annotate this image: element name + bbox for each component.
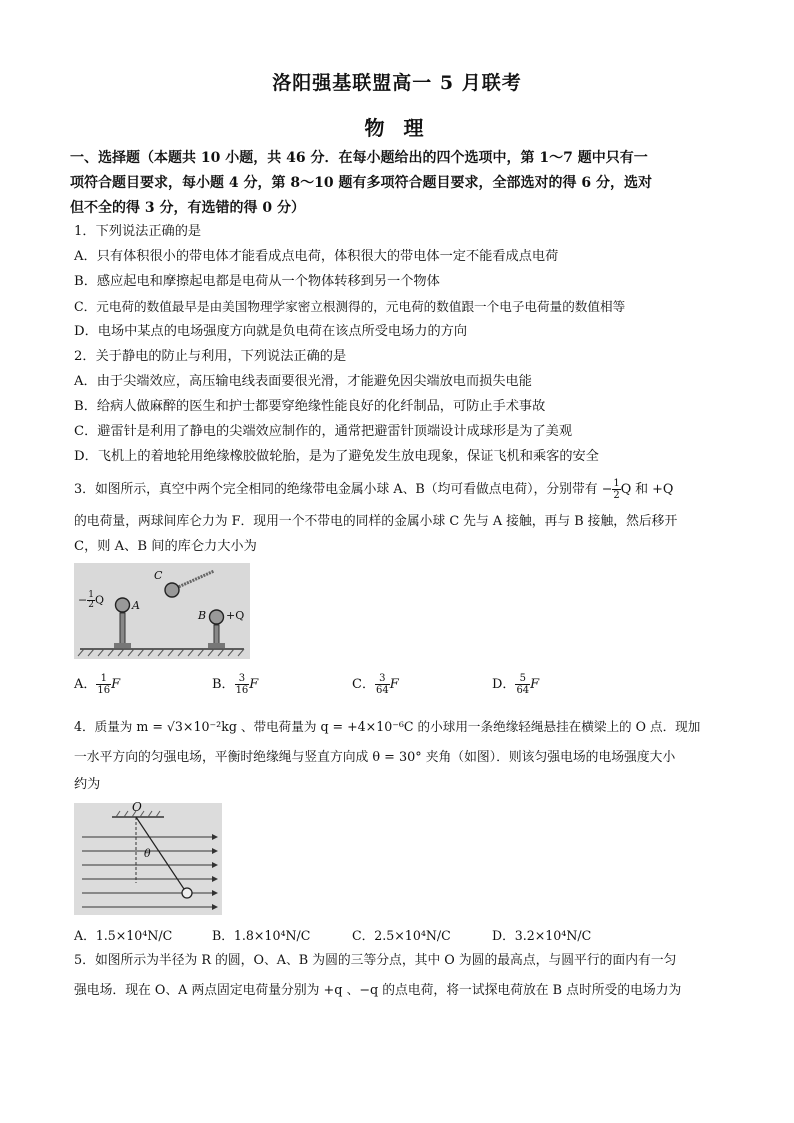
option-unit: F — [249, 677, 259, 692]
q3-stem-text: 3．如图所示，真空中两个完全相同的绝缘带电金属小球 A、B（均可看做点电荷），分别带有 − — [74, 482, 613, 497]
option-fraction — [96, 673, 111, 696]
fraction-denominator: 16 — [235, 685, 249, 696]
q4-stem-line-3: 约为 — [74, 777, 101, 792]
q3-option-a — [74, 673, 120, 696]
q4-option-c: C．2.5×10⁴N/C — [352, 928, 451, 943]
label-theta: θ — [144, 847, 151, 860]
fraction-numerator: 3 — [375, 673, 390, 685]
option-letter: B． — [212, 677, 235, 692]
q2-stem: 2．关于静电的防止与利用，下列说法正确的是 — [74, 349, 347, 364]
q1-option-a: A．只有体积很小的带电体才能看成点电荷，体积很大的带电体一定不能看成点电荷 — [74, 249, 559, 264]
option-fraction — [375, 673, 390, 696]
q3-option-d — [492, 673, 539, 696]
q2-option-c: C．避雷针是利用了静电的尖端效应制作的，通常把避雷针顶端设计成球形是为了美观 — [74, 424, 573, 439]
option-letter: D． — [492, 677, 516, 692]
q2-option-d: D．飞机上的着地轮用绝缘橡胶做轮胎，是为了避免发生放电现象，保证飞机和乘客的安全 — [74, 449, 599, 464]
fraction-numerator: 1 — [96, 673, 111, 685]
exam-title: 洛阳强基联盟高一 5 月联考 — [272, 72, 522, 94]
option-unit: F — [530, 677, 540, 692]
q1-option-d: D．电场中某点的电场强度方向就是负电荷在该点所受电场力的方向 — [74, 324, 468, 339]
q2-option-b: B．给病人做麻醉的医生和护士都要穿绝缘性能良好的化纤制品，可防止手术事故 — [74, 399, 546, 414]
label-qa-sign: − — [78, 593, 88, 607]
q5-stem-line-2: 强电场．现在 O、A 两点固定电荷量分别为 +q 、−q 的点电荷，将一试探电荷放在 B 点时所受的电场力为 — [74, 983, 682, 998]
option-letter: C． — [352, 677, 375, 692]
fraction-denominator: 64 — [516, 685, 530, 696]
label-a: A — [132, 599, 140, 612]
q1-stem: 1．下列说法正确的是 — [74, 224, 202, 239]
label-b: B — [198, 609, 207, 622]
q3-stem-line-2: 的电荷量，两球间库仑力为 F．现用一个不带电的同样的金属小球 C 先与 A 接触，再与 B 接触，然后移开 — [74, 514, 678, 529]
fraction-denominator: 2 — [88, 600, 94, 610]
q1-option-c: C．元电荷的数值最早是由美国物理学家密立根测得的，元电荷的数值跟一个电子电荷量的数值相等 — [74, 299, 626, 314]
option-unit: F — [389, 677, 399, 692]
label-o: O — [132, 800, 142, 814]
q4-option-b: B．1.8×10⁴N/C — [212, 928, 311, 943]
label-qa-fraction — [87, 591, 95, 610]
option-letter: A． — [74, 677, 97, 692]
q3-option-b — [212, 673, 258, 696]
q3-stem-text-end: Q 和 +Q — [620, 482, 674, 497]
section-instructions-line-3: 但不全的得 3 分，有选错的得 0 分） — [70, 200, 305, 216]
q3-stem-line-1 — [74, 478, 734, 501]
q1-option-b: B．感应起电和摩擦起电都是电荷从一个物体转移到另一个物体 — [74, 274, 440, 289]
option-fraction — [235, 673, 250, 696]
q3-option-c — [352, 673, 399, 696]
section-instructions-line-2: 项符合题目要求，每小题 4 分，第 8～10 题有多项符合题目要求，全部选对的得 6 分，选对 — [70, 175, 652, 191]
q4-stem-line-2: 一水平方向的匀强电场，平衡时绝缘绳与竖直方向成 θ = 30° 夹角（如图）．则该匀强电场的电场强度大小 — [74, 750, 676, 765]
label-c: C — [154, 569, 163, 582]
q4-option-d: D．3.2×10⁴N/C — [492, 928, 592, 943]
label-qa — [78, 591, 104, 610]
label-qa-q: Q — [94, 593, 104, 607]
subject-title: 物 理 — [364, 116, 430, 140]
q2-option-a: A．由于尖端效应，高压输电线表面要很光滑，才能避免因尖端放电而损失电能 — [74, 374, 532, 389]
section-instructions-line-1: 一、选择题（本题共 10 小题，共 46 分．在每小题给出的四个选项中，第 1～7 题中只有一 — [70, 150, 648, 166]
q5-stem-line-1: 5．如图所示为半径为 R 的圆，O、A、B 为圆的三等分点，其中 O 为圆的最高点，与圆平行的面内有一匀 — [74, 953, 677, 968]
label-qb: +Q — [226, 609, 245, 622]
q4-option-a: A．1.5×10⁴N/C — [74, 928, 173, 943]
q4-figure — [74, 800, 222, 915]
q3-charge-fraction — [612, 478, 620, 501]
q3-figure — [74, 563, 250, 659]
fraction-denominator: 16 — [97, 685, 111, 696]
fraction-denominator: 64 — [375, 685, 389, 696]
fraction-denominator: 2 — [613, 490, 620, 501]
q4-stem-line-1: 4．质量为 m = √3×10⁻²kg 、带电荷量为 q = +4×10⁻⁶C 的小球用一条绝缘轻绳悬挂在横梁上的 O 点．现加 — [74, 719, 701, 734]
fraction-numerator: 1 — [613, 478, 620, 489]
q3-stem-line-3: C，则 A、B 间的库仑力大小为 — [74, 539, 257, 554]
fraction-numerator: 1 — [88, 590, 94, 600]
fraction-numerator: 3 — [235, 673, 250, 685]
option-unit: F — [111, 677, 121, 692]
option-fraction — [515, 673, 530, 696]
fraction-numerator: 5 — [515, 673, 530, 685]
